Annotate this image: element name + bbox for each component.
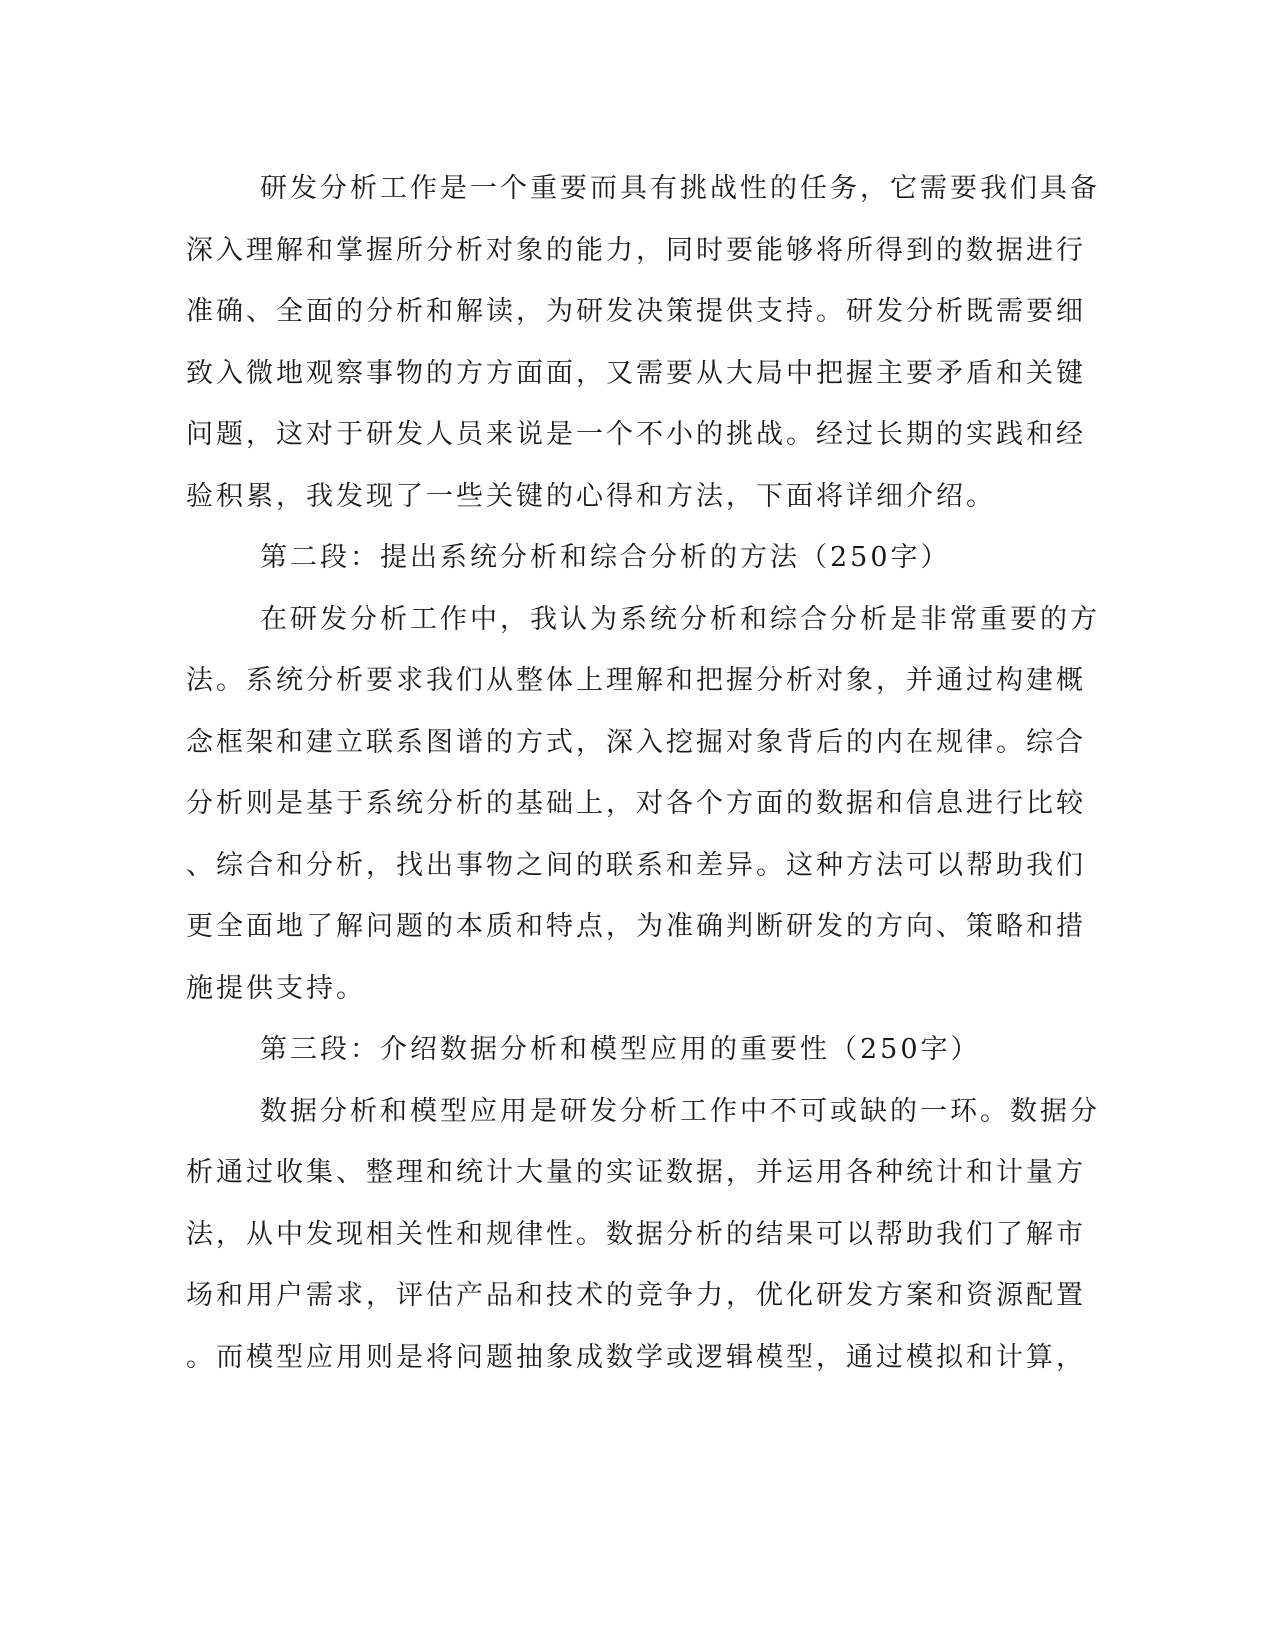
section-heading: 第二段：提出系统分析和综合分析的方法（250字） bbox=[260, 542, 951, 573]
body-text bbox=[186, 158, 1100, 1388]
text-line: 施提供支持。 bbox=[186, 972, 366, 1004]
text-line: 、综合和分析，找出事物之间的联系和差异。这种方法可以帮助我们 bbox=[186, 849, 1086, 881]
text-line: 深入理解和掌握所分析对象的能力，同时要能够将所得到的数据进行 bbox=[186, 234, 1086, 266]
text-line: 。而模型应用则是将问题抽象成数学或逻辑模型，通过模拟和计算， bbox=[186, 1341, 1086, 1373]
text-line: 数据分析和模型应用是研发分析工作中不可或缺的一环。数据分 bbox=[260, 1095, 1100, 1127]
text-line: 析通过收集、整理和统计大量的实证数据，并运用各种统计和计量方 bbox=[186, 1157, 1086, 1188]
text-line: 更全面地了解问题的本质和特点，为准确判断研发的方向、策略和措 bbox=[186, 911, 1086, 942]
section-heading: 第三段：介绍数据分析和模型应用的重要性（250字） bbox=[260, 1034, 981, 1065]
text-line: 研发分析工作是一个重要而具有挑战性的任务，它需要我们具备 bbox=[260, 173, 1100, 204]
text-line: 验积累，我发现了一些关键的心得和方法，下面将详细介绍。 bbox=[186, 480, 996, 512]
text-line: 法。系统分析要求我们从整体上理解和把握分析对象，并通过构建概 bbox=[186, 665, 1086, 696]
text-line: 致入微地观察事物的方方面面，又需要从大局中把握主要矛盾和关键 bbox=[186, 357, 1086, 389]
text-line: 准确、全面的分析和解读，为研发决策提供支持。研发分析既需要细 bbox=[186, 296, 1086, 327]
text-line: 分析则是基于系统分析的基础上，对各个方面的数据和信息进行比较 bbox=[186, 788, 1086, 819]
text-line: 场和用户需求，评估产品和技术的竞争力，优化研发方案和资源配置 bbox=[186, 1280, 1086, 1311]
text-line: 问题，这对于研发人员来说是一个不小的挑战。经过长期的实践和经 bbox=[186, 419, 1086, 450]
text-line: 法，从中发现相关性和规律性。数据分析的结果可以帮助我们了解市 bbox=[186, 1218, 1086, 1250]
text-line: 念框架和建立联系图谱的方式，深入挖掘对象背后的内在规律。综合 bbox=[186, 726, 1086, 758]
text-line: 在研发分析工作中，我认为系统分析和综合分析是非常重要的方 bbox=[260, 603, 1100, 635]
